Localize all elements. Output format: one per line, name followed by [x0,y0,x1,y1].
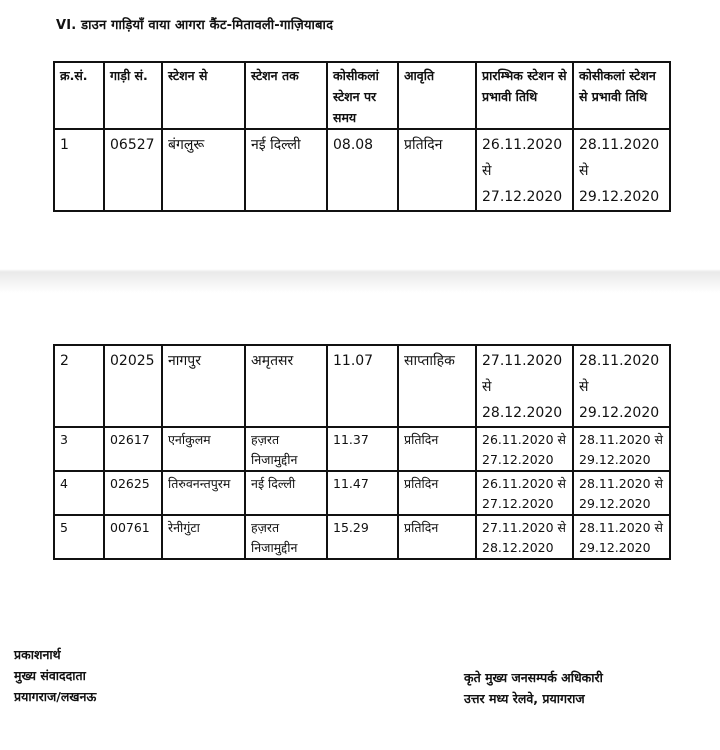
cell-to: हज़रत निजामुद्दीन [245,427,327,471]
table-row [54,345,670,427]
table-row [54,471,670,515]
cell-time: 11.37 [327,427,398,471]
cell-sn: 4 [54,471,104,515]
footer-recipient: मुख्य संवाददाता [14,668,86,683]
cell-sn: 1 [54,129,104,211]
cell-time: 15.29 [327,515,398,559]
header-kosikalan-time: कोसीकलां स्टेशन पर समय [327,62,398,129]
cell-from: नागपुर [162,345,245,427]
footer-signatory-office: उत्तर मध्य रेलवे, प्रयागराज [464,691,585,706]
cell-frequency: प्रतिदिन [398,129,476,211]
footer-signatory-title: कृते मुख्य जनसम्पर्क अधिकारी [464,670,603,685]
cell-kosikalan-effective: 28.11.2020 से 29.12.2020 [573,471,670,515]
cell-from: बंगलुरू [162,129,245,211]
header-frequency: आवृति [398,62,476,129]
cell-train-no: 02025 [104,345,162,427]
cell-origin-effective: 27.11.2020 से 28.12.2020 [476,515,573,559]
page-break-divider [0,269,720,293]
table-row [54,427,670,471]
footer-recipient-location: प्रयागराज/लखनऊ [14,689,97,704]
cell-train-no: 06527 [104,129,162,211]
cell-kosikalan-effective: 28.11.2020 से 29.12.2020 [573,345,670,427]
footer-signature-block [464,667,603,709]
table-header-row [54,62,670,129]
table-row [54,129,670,211]
footer-left-block [14,644,96,707]
cell-frequency: साप्ताहिक [398,345,476,427]
cell-from: एर्नाकुलम [162,427,245,471]
cell-origin-effective: 26.11.2020 से 27.12.2020 [476,427,573,471]
cell-frequency: प्रतिदिन [398,427,476,471]
cell-sn: 2 [54,345,104,427]
cell-origin-effective: 26.11.2020 से 27.12.2020 [476,129,573,211]
header-sn: क्र.सं. [54,62,104,129]
cell-origin-effective: 26.11.2020 से 27.12.2020 [476,471,573,515]
cell-to: नई दिल्ली [245,129,327,211]
cell-kosikalan-effective: 28.11.2020 से 29.12.2020 [573,515,670,559]
cell-to: अमृतसर [245,345,327,427]
section-heading: VI. डाउन गाड़ियाँ वाया आगरा कैंट-मितावली-गाज़ियाबाद [56,18,334,33]
train-table-part-1 [53,61,671,212]
cell-kosikalan-effective: 28.11.2020 से 29.12.2020 [573,427,670,471]
cell-train-no: 02625 [104,471,162,515]
cell-kosikalan-effective: 28.11.2020 से 29.12.2020 [573,129,670,211]
train-table-part-2 [53,344,671,560]
cell-to: हज़रत निजामुद्दीन [245,515,327,559]
cell-sn: 5 [54,515,104,559]
cell-to: नई दिल्ली [245,471,327,515]
cell-sn: 3 [54,427,104,471]
header-train-no: गाड़ी सं. [104,62,162,129]
header-kosikalan-effective: कोसीकलां स्टेशन से प्रभावी तिथि [573,62,670,129]
table-row [54,515,670,559]
cell-time: 11.47 [327,471,398,515]
cell-train-no: 02617 [104,427,162,471]
cell-time: 11.07 [327,345,398,427]
cell-from: तिरुवनन्तपुरम [162,471,245,515]
cell-origin-effective: 27.11.2020 से 28.12.2020 [476,345,573,427]
cell-time: 08.08 [327,129,398,211]
header-from: स्टेशन से [162,62,245,129]
cell-from: रेनीगुंटा [162,515,245,559]
cell-train-no: 00761 [104,515,162,559]
footer-publication-note: प्रकाशनार्थ [14,647,61,662]
header-to: स्टेशन तक [245,62,327,129]
header-origin-effective: प्रारम्भिक स्टेशन से प्रभावी तिथि [476,62,573,129]
cell-frequency: प्रतिदिन [398,471,476,515]
cell-frequency: प्रतिदिन [398,515,476,559]
